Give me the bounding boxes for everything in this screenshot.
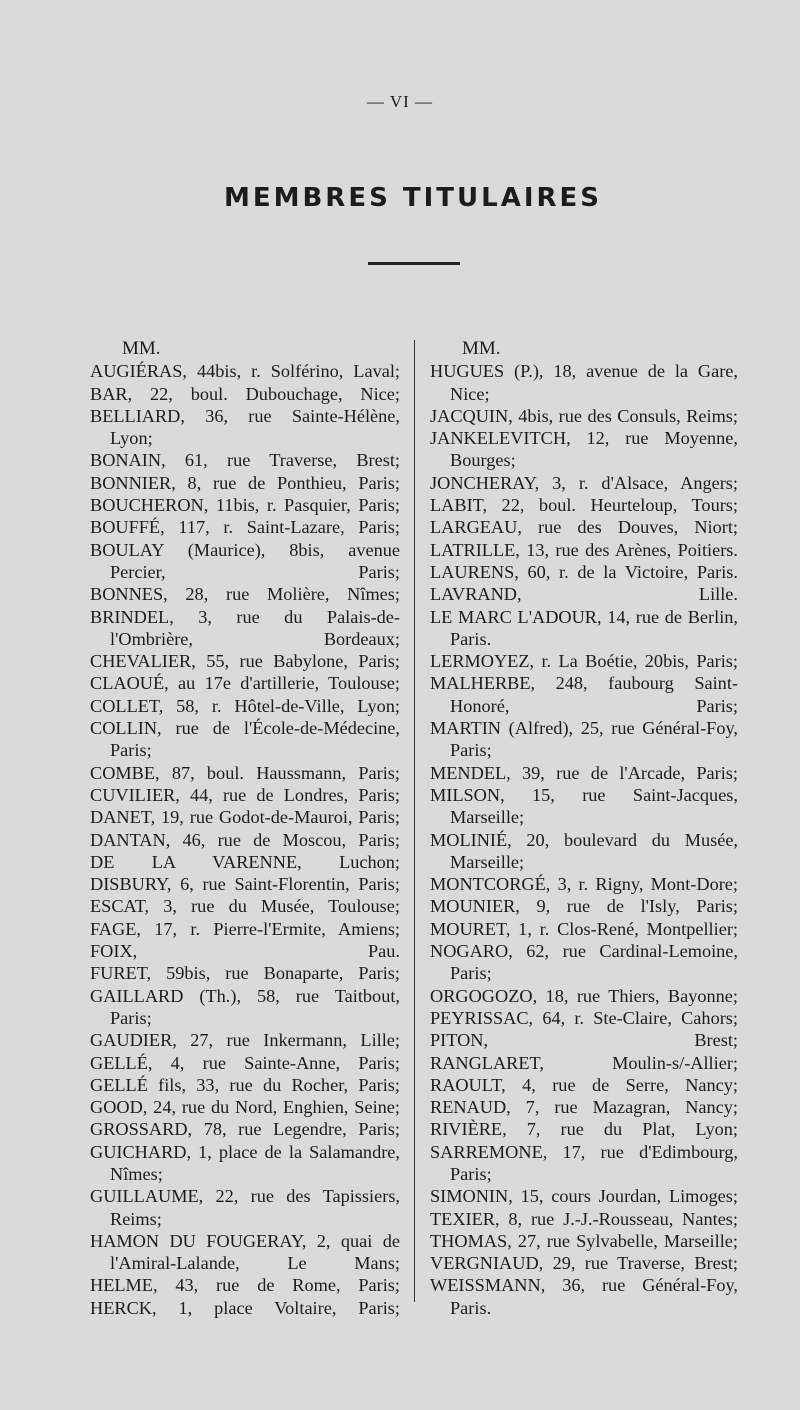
title-rule	[368, 262, 460, 265]
left-column	[90, 338, 400, 1319]
member-entry: BELLIARD, 36, rue Sainte-Hélène, Lyon;	[90, 405, 400, 449]
member-entry: TEXIER, 8, rue J.-J.-Rousseau, Nantes;	[430, 1208, 738, 1229]
right-member-list	[430, 360, 738, 1319]
member-entry: FAGE, 17, r. Pierre-l'Ermite, Amiens;	[90, 918, 400, 939]
member-entry: BONNIER, 8, rue de Ponthieu, Paris;	[90, 472, 400, 493]
member-entry: MONTCORGÉ, 3, r. Rigny, Mont-Dore;	[430, 874, 738, 895]
member-entry: DANTAN, 46, rue de Moscou, Paris;	[90, 829, 400, 850]
member-entry: ORGOGOZO, 18, rue Thiers, Bayonne;	[430, 985, 738, 1006]
member-entry: GUILLAUME, 22, rue des Tapissiers, Reims;	[90, 1186, 400, 1229]
member-entry: RENAUD, 7, rue Mazagran, Nancy;	[430, 1097, 738, 1118]
member-entry: GAILLARD (Th.), 58, rue Taitbout, Paris;	[90, 985, 400, 1028]
member-entry: GAUDIER, 27, rue Inkermann, Lille;	[90, 1030, 400, 1051]
member-entry: BAR, 22, boul. Dubouchage, Nice;	[90, 383, 400, 404]
member-entry: MARTIN (Alfred), 25, rue Général-Foy, Paris;	[430, 718, 738, 761]
member-entry: NOGARO, 62, rue Cardinal-Lemoine, Paris;	[430, 941, 738, 984]
member-entry: GOOD, 24, rue du Nord, Enghien, Seine;	[90, 1097, 400, 1118]
member-entry: GUICHARD, 1, place de la Salamandre, Nîmes;	[90, 1141, 400, 1184]
member-entry: RANGLARET, Moulin-s/-Allier;	[430, 1052, 738, 1073]
member-entry: MOUNIER, 9, rue de l'Isly, Paris;	[430, 896, 738, 917]
member-entry: LATRILLE, 13, rue des Arènes, Poitiers.	[430, 539, 738, 560]
member-entry: BONNES, 28, rue Molière, Nîmes;	[90, 584, 400, 605]
member-entry: BONAIN, 61, rue Traverse, Brest;	[90, 450, 400, 471]
page-number: — VI —	[366, 92, 434, 111]
member-entry: DANET, 19, rue Godot-de-Mauroi, Paris;	[90, 807, 400, 828]
member-entry: JANKELEVITCH, 12, rue Moyenne, Bourges;	[430, 428, 738, 471]
member-entry: LE MARC L'ADOUR, 14, rue de Berlin, Paris.	[430, 606, 738, 649]
member-entry: COLLIN, rue de l'École-de-Médecine, Paris;	[90, 718, 400, 761]
member-entry: HERCK, 1, place Voltaire, Paris;	[90, 1297, 400, 1318]
left-column-heading: MM.	[122, 338, 161, 359]
member-entry: COMBE, 87, boul. Haussmann, Paris;	[90, 762, 400, 783]
member-entry: PEYRISSAC, 64, r. Ste-Claire, Cahors;	[430, 1007, 738, 1028]
member-entry: LAVRAND, Lille.	[430, 584, 738, 605]
member-entry: DISBURY, 6, rue Saint-Florentin, Paris;	[90, 874, 400, 895]
member-entry: JACQUIN, 4bis, rue des Consuls, Reims;	[430, 405, 738, 426]
member-entry: MOLINIÉ, 20, boulevard du Musée, Marseille;	[430, 829, 738, 872]
member-entry: VERGNIAUD, 29, rue Traverse, Brest;	[430, 1253, 738, 1274]
right-column	[430, 338, 738, 1319]
member-entry: WEISSMANN, 36, rue Général-Foy, Paris.	[430, 1275, 738, 1318]
member-entry: AUGIÉRAS, 44bis, r. Solférino, Laval;	[90, 361, 400, 382]
member-entry: HELME, 43, rue de Rome, Paris;	[90, 1275, 400, 1296]
member-entry: SIMONIN, 15, cours Jourdan, Limoges;	[430, 1186, 738, 1207]
member-entry: BOUFFÉ, 117, r. Saint-Lazare, Paris;	[90, 517, 400, 538]
member-entry: RIVIÈRE, 7, rue du Plat, Lyon;	[430, 1119, 738, 1140]
member-entry: HUGUES (P.), 18, avenue de la Gare, Nice;	[430, 361, 738, 404]
member-entry: BOULAY (Maurice), 8bis, avenue Percier, Paris;	[90, 539, 400, 582]
member-entry: BOUCHERON, 11bis, r. Pasquier, Paris;	[90, 495, 400, 516]
member-entry: GELLÉ, 4, rue Sainte-Anne, Paris;	[90, 1052, 400, 1073]
member-entry: MILSON, 15, rue Saint-Jacques, Marseille;	[430, 784, 738, 828]
member-entry: FURET, 59bis, rue Bonaparte, Paris;	[90, 963, 400, 984]
member-entry: CLAOUÉ, au 17e d'artillerie, Toulouse;	[90, 673, 400, 694]
member-entry: SARREMONE, 17, rue d'Edimbourg, Paris;	[430, 1141, 738, 1184]
member-entry: MALHERBE, 248, faubourg Saint-Honoré, Paris;	[430, 673, 738, 716]
member-entry: HAMON DU FOUGERAY, 2, quai de l'Amiral-Lalande, Le Mans;	[90, 1230, 400, 1274]
left-member-list	[90, 360, 400, 1319]
member-entry: GROSSARD, 78, rue Legendre, Paris;	[90, 1119, 400, 1140]
member-entry: RAOULT, 4, rue de Serre, Nancy;	[430, 1074, 738, 1095]
member-entry: GELLÉ fils, 33, rue du Rocher, Paris;	[90, 1074, 400, 1095]
member-entry: LARGEAU, rue des Douves, Niort;	[430, 517, 738, 538]
member-entry: LAURENS, 60, r. de la Victoire, Paris.	[430, 561, 738, 582]
column-divider	[414, 340, 415, 1302]
member-entry: MOURET, 1, r. Clos-René, Montpellier;	[430, 918, 738, 939]
member-entry: BRINDEL, 3, rue du Palais-de-l'Ombrière, Bordeaux;	[90, 606, 400, 649]
member-entry: JONCHERAY, 3, r. d'Alsace, Angers;	[430, 472, 738, 493]
member-entry: LERMOYEZ, r. La Boétie, 20bis, Paris;	[430, 651, 738, 672]
member-entry: MENDEL, 39, rue de l'Arcade, Paris;	[430, 762, 738, 783]
member-entry: LABIT, 22, boul. Heurteloup, Tours;	[430, 495, 738, 516]
member-entry: CUVILIER, 44, rue de Londres, Paris;	[90, 784, 400, 805]
member-entry: COLLET, 58, r. Hôtel-de-Ville, Lyon;	[90, 695, 400, 716]
member-entry: PITON, Brest;	[430, 1030, 738, 1051]
member-entry: CHEVALIER, 55, rue Babylone, Paris;	[90, 651, 400, 672]
member-entry: FOIX, Pau.	[90, 941, 400, 962]
member-entry: ESCAT, 3, rue du Musée, Toulouse;	[90, 896, 400, 917]
right-column-heading: MM.	[462, 338, 501, 359]
member-entry: DE LA VARENNE, Luchon;	[90, 851, 400, 872]
page-title: MEMBRES TITULAIRES	[223, 183, 602, 213]
member-entry: THOMAS, 27, rue Sylvabelle, Marseille;	[430, 1230, 738, 1251]
